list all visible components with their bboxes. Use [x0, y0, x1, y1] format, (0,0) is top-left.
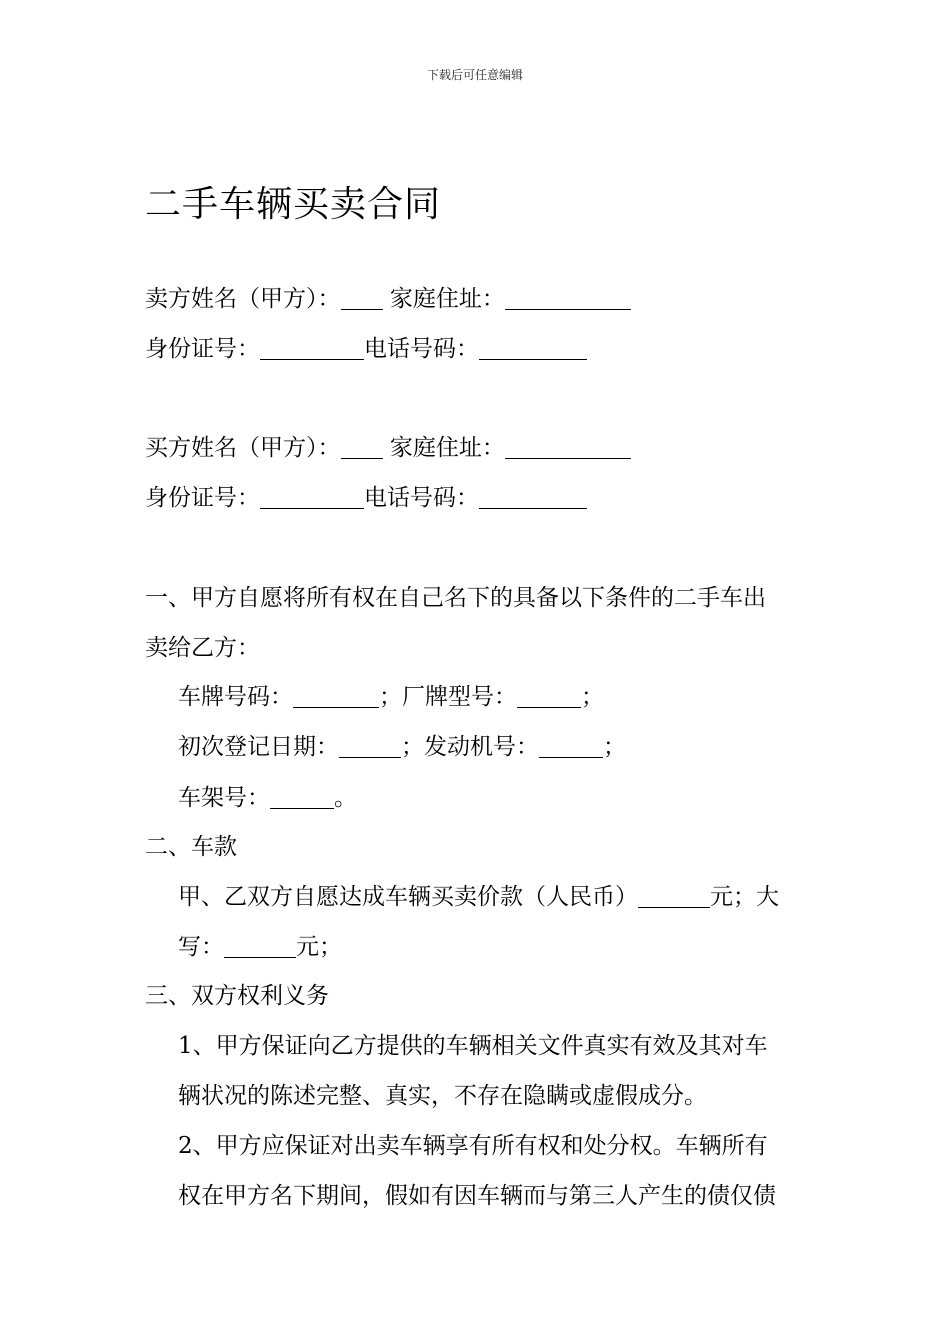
seller-name-field[interactable] [341, 289, 383, 310]
seller-address-field[interactable] [505, 289, 631, 310]
buyer-address-field[interactable] [505, 438, 631, 459]
item1-line-2: 辆状况的陈述完整、真实，不存在隐瞒或虚假成分。 [178, 1083, 707, 1109]
seller-id-field[interactable] [260, 339, 364, 360]
buyer-name-field[interactable] [341, 438, 383, 459]
price-row-1 [178, 882, 779, 912]
item1-line-1: 1、甲方保证向乙方提供的车辆相关文件真实有效及其对车 [178, 1033, 768, 1059]
model-field[interactable] [517, 687, 581, 708]
section1-line-1: 一、甲方自愿将所有权在自己名下的具备以下条件的二手车出 [145, 585, 766, 611]
section2-heading: 二、车款 [145, 834, 237, 860]
price-uppercase-field[interactable] [224, 937, 296, 958]
frame-label: 车架号： [178, 785, 270, 811]
price-suffix: 元；大 [710, 884, 779, 910]
buyer-address-label: 家庭住址： [389, 435, 505, 461]
price-field[interactable] [638, 887, 710, 908]
seller-row-1 [145, 284, 631, 314]
period: 。 [334, 785, 357, 811]
buyer-row-2 [145, 483, 587, 513]
frame-row [178, 783, 357, 813]
separator: ； [401, 734, 424, 760]
buyer-id-field[interactable] [260, 488, 364, 509]
engine-label: 发动机号： [424, 734, 539, 760]
buyer-phone-label: 电话号码： [364, 485, 479, 511]
seller-id-label: 身份证号： [145, 336, 260, 362]
plate-label: 车牌号码： [178, 684, 293, 710]
model-label: 厂牌型号： [402, 684, 517, 710]
buyer-id-label: 身份证号： [145, 485, 260, 511]
price-prefix: 甲、乙双方自愿达成车辆买卖价款（人民币） [178, 884, 638, 910]
page-header: 下载后可任意编辑 [426, 68, 523, 82]
buyer-phone-field[interactable] [479, 488, 587, 509]
section3-heading: 三、双方权利义务 [145, 983, 329, 1009]
section1-line-2: 卖给乙方： [145, 635, 260, 661]
contract-title: 二手车辆买卖合同 [145, 184, 442, 225]
separator: ； [603, 734, 626, 760]
seller-row-2 [145, 334, 587, 364]
buyer-name-label: 买方姓名（甲方）： [145, 435, 341, 461]
reg-date-field[interactable] [339, 737, 401, 758]
price-uppercase-suffix: 元； [296, 934, 342, 960]
buyer-row-1 [145, 433, 631, 463]
seller-address-label: 家庭住址： [389, 286, 505, 312]
item2-line-1: 2、甲方应保证对出卖车辆享有所有权和处分权。车辆所有 [178, 1133, 768, 1159]
plate-model-row [178, 682, 604, 712]
item2-line-2: 权在甲方名下期间，假如有因车辆而与第三人产生的债仅债 [178, 1183, 776, 1209]
plate-field[interactable] [293, 687, 379, 708]
seller-name-label: 卖方姓名（甲方）： [145, 286, 341, 312]
price-row-2 [178, 932, 342, 962]
seller-phone-field[interactable] [479, 339, 587, 360]
separator: ； [379, 684, 402, 710]
separator: ； [581, 684, 604, 710]
frame-field[interactable] [270, 788, 334, 809]
reg-date-label: 初次登记日期： [178, 734, 339, 760]
engine-field[interactable] [539, 737, 603, 758]
price-uppercase-prefix: 写： [178, 934, 224, 960]
seller-phone-label: 电话号码： [364, 336, 479, 362]
reg-engine-row [178, 732, 626, 762]
